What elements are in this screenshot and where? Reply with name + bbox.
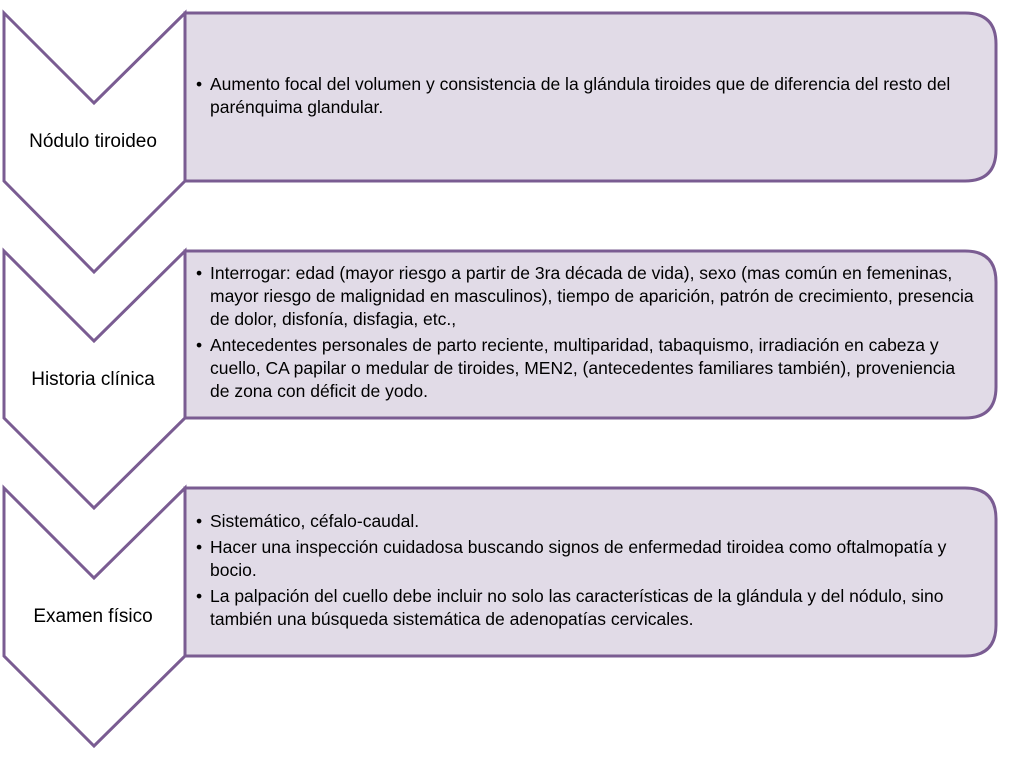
bullet-text: Interrogar: edad (mayor riesgo a partir de 3ra década de vida), sexo (mas común en femeninas, mayor riesgo de malignidad en masculinos), tiempo de aparición, patrón de crecimiento, presencia de dolor, disfonía, disfagia, etc., xyxy=(210,263,974,329)
step-1-title: Nódulo tiroideo xyxy=(29,131,157,152)
bullet-item xyxy=(196,73,976,119)
bullet-item xyxy=(196,536,976,582)
bullet-symbol: • xyxy=(196,586,203,606)
step-2-bullet-list xyxy=(196,262,976,403)
step-2-title: Historia clínica xyxy=(31,369,155,390)
step-3-title: Examen físico xyxy=(33,606,153,627)
bullet-symbol: • xyxy=(196,511,203,531)
bullet-symbol: • xyxy=(196,74,203,94)
bullet-text: Sistemático, céfalo-caudal. xyxy=(210,511,420,531)
bullet-text: Antecedentes personales de parto reciente, multiparidad, tabaquismo, irradiación en cabeza y cuello, CA papilar o medular de tiroides, MEN2, (antecedentes familiares también), proveniencia de zona con déficit de yodo. xyxy=(210,335,956,401)
step-1-content xyxy=(196,73,976,122)
bullet-item xyxy=(196,585,976,631)
bullet-text: Hacer una inspección cuidadosa buscando signos de enfermedad tiroidea como oftalmopatía y bocio. xyxy=(210,537,947,580)
bullet-item xyxy=(196,334,976,403)
bullet-text: Aumento focal del volumen y consistencia de la glándula tiroides que de diferencia del resto del parénquima glandular. xyxy=(210,74,951,117)
step-3-content xyxy=(196,510,976,634)
bullet-item xyxy=(196,262,976,331)
bullet-symbol: • xyxy=(196,263,203,283)
bullet-text: La palpación del cuello debe incluir no solo las características de la glándula y del nódulo, sino también una búsqueda sistemática de adenopatías cervicales. xyxy=(210,586,944,629)
bullet-item xyxy=(196,510,976,533)
step-1-bullet-list xyxy=(196,73,976,119)
bullet-symbol: • xyxy=(196,537,203,557)
step-2-content xyxy=(196,262,976,406)
step-3-bullet-list xyxy=(196,510,976,631)
bullet-symbol: • xyxy=(196,335,203,355)
